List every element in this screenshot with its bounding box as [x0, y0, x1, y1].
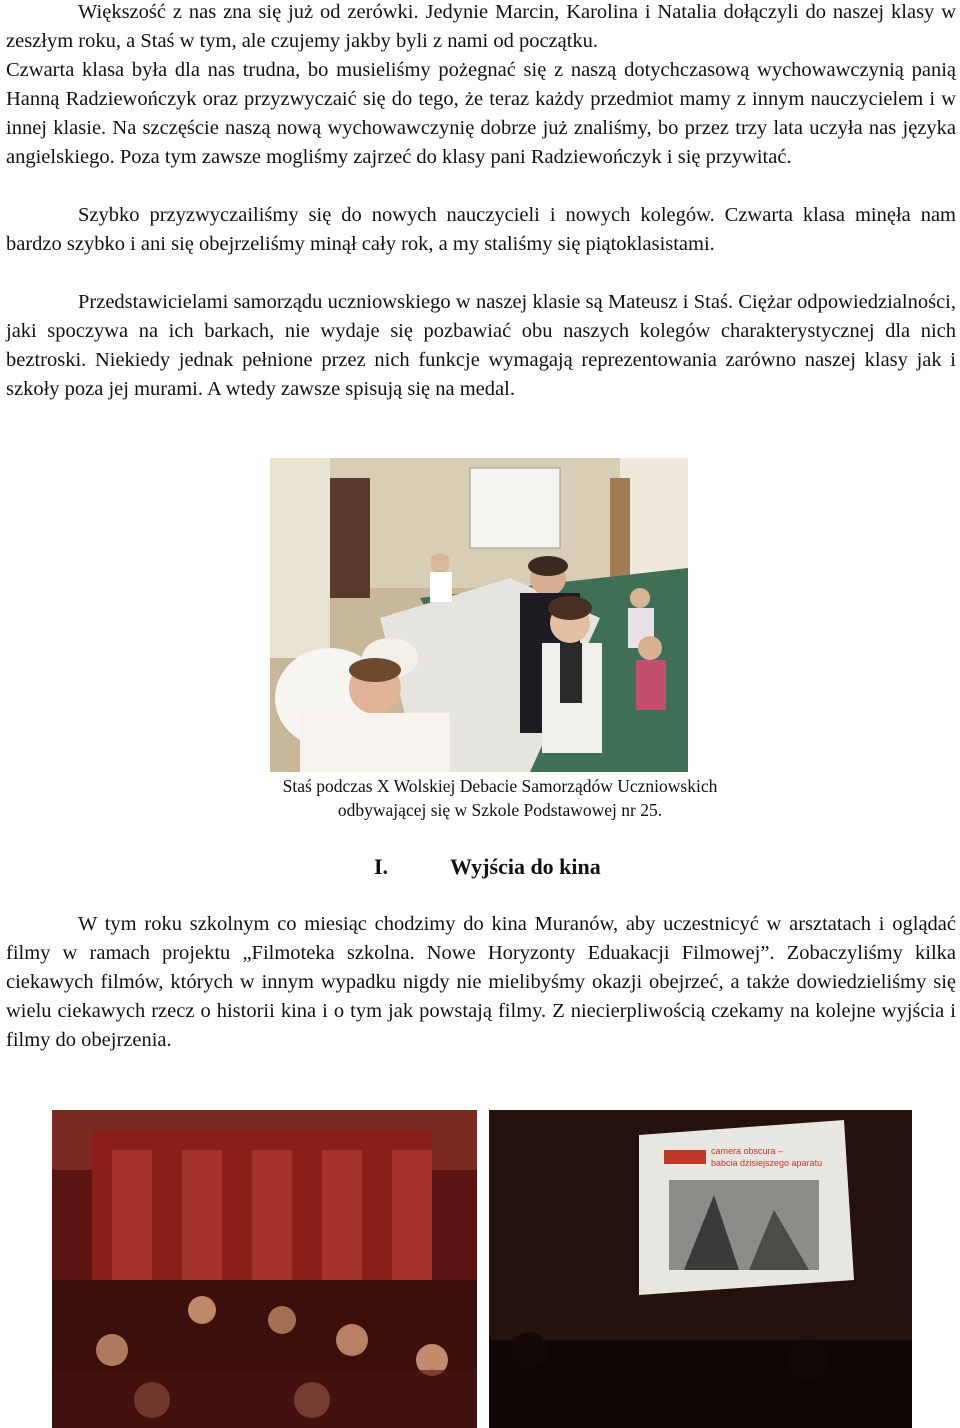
- slide-title-line-1: camera obscura –: [711, 1146, 784, 1156]
- section-number: I.: [374, 854, 389, 879]
- paragraph-new-teachers: Szybko przyzwyczailiśmy się do nowych nauczycieli i nowych kolegów. Czwarta klasa minęła nam bardzo szybko i ani się obejrzeliśmy minął cały rok, a my staliśmy się piątoklasistami.: [6, 204, 956, 255]
- cinema-hall-illustration: [52, 1110, 477, 1428]
- paragraph-intro: Większość z nas zna się już od zerówki. Jedynie Marcin, Karolina i Natalia dołączyli do naszej klasy w zeszłym roku, a Staś w tym, ale czujemy jakby byli z nami od początku.: [6, 1, 956, 52]
- cinema-hall-photo: [52, 1110, 477, 1428]
- photo-caption: [230, 774, 770, 822]
- slide-title-line-2: babcia dzisiejszego aparatu: [711, 1158, 823, 1168]
- cinema-screen-photo: [489, 1110, 912, 1428]
- caption-line-1: Staś podczas X Wolskiej Debacie Samorządów Uczniowskich: [282, 776, 718, 796]
- section-title: Wyjścia do kina: [450, 854, 601, 879]
- paragraph-fourth-grade: Czwarta klasa była dla nas trudna, bo musieliśmy pożegnać się z naszą dotychczasową wychowawczynią panią Hanną Radziewończyk oraz przyzwyczaić się do tego, że teraz każdy przedmiot mamy z innym nauczycielem i w innej klasie. Na szczęście naszą nową wychowawczynię dobrze już znaliśmy, bo przez trzy lata uczyła nas języka angielskiego. Poza tym zawsze mogliśmy zajrzeć do klasy pani Radziewończyk i się przywitać.: [6, 59, 956, 168]
- paragraph-student-council: Przedstawicielami samorządu uczniowskiego w naszej klasie są Mateusz i Staś. Ciężar odpowiedzialności, jaki spoczywa na ich barkach, nie wydaje się pozbawiać obu naszych kolegów charakterystycznej dla nich beztroski. Niekiedy jednak pełnione przez nich funkcje wymagają reprezentowania zarówno naszej klasy jak i szkoły poza jej murami. A wtedy zawsze spisują się na medal.: [6, 291, 956, 400]
- caption-line-2: odbywającej się w Szkole Podstawowej nr 25.: [337, 800, 663, 820]
- cinema-screen-illustration: [489, 1110, 912, 1428]
- paragraph-cinema: W tym roku szkolnym co miesiąc chodzimy do kina Muranów, aby uczestnicyć w arsztatach i oglądać filmy w ramach projektu „Filmoteka szkolna. Nowe Horyzonty Eduakacji Filmowej”. Zobaczyliśmy kilka ciekawych filmów, których w innym wypadku nigdy nie mielibyśmy okazji obejrzeć, a także dowiedzieliśmy się wielu ciekawych rzecz o historii kina i o tym jak powstają filmy. Z niecierpliwością czekamy na kolejne wyjścia i filmy do obejrzenia.: [6, 913, 956, 1051]
- classroom-debate-photo: [270, 458, 688, 772]
- classroom-debate-illustration: [270, 458, 688, 772]
